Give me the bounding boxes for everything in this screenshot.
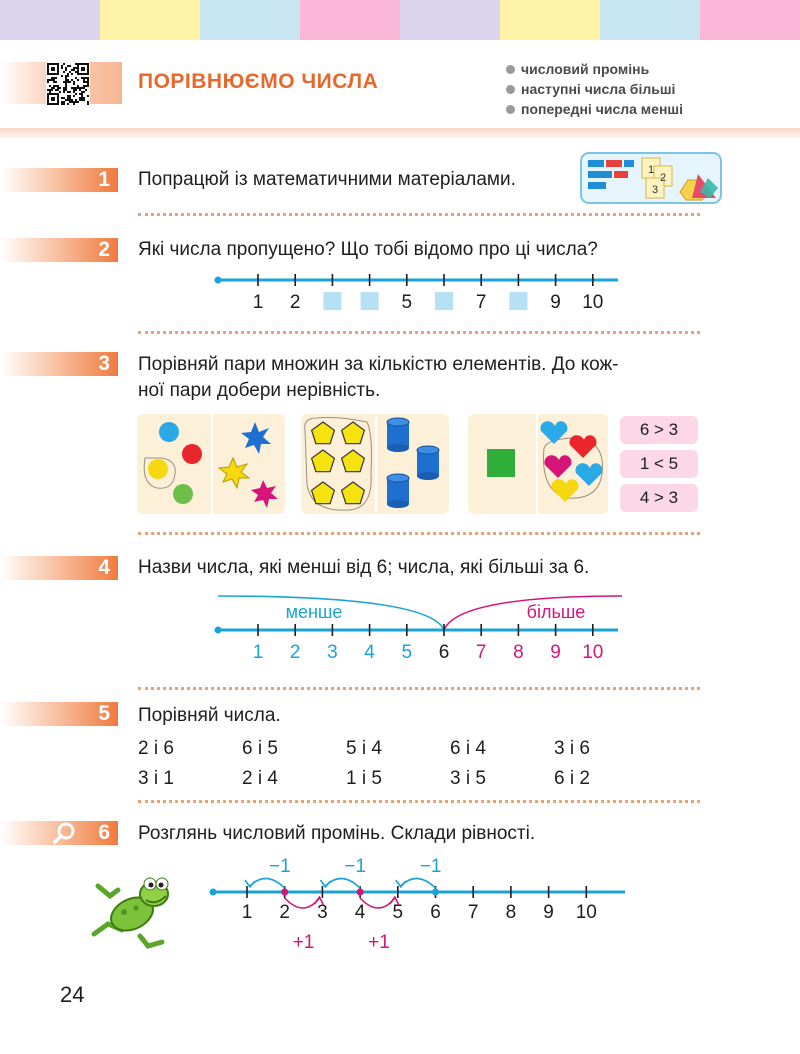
header-divider <box>0 128 800 138</box>
color-block <box>700 0 800 40</box>
minus-one-label: −1 <box>344 856 367 877</box>
color-block <box>200 0 300 40</box>
comparison-pair: 3 і 6 <box>554 738 590 759</box>
section-divider <box>138 532 700 535</box>
top-color-bar <box>0 0 800 40</box>
task-3-text-line-2: ної пари добери нерівність. <box>138 380 381 401</box>
task-number-1: 1 <box>0 168 118 192</box>
minus-one-label: −1 <box>269 856 291 877</box>
inequality-option-2[interactable]: 1 < 5 <box>620 450 698 478</box>
set-pair-3-shapes <box>468 414 608 514</box>
tick-label: 5 <box>392 902 404 923</box>
tick-label: 7 <box>475 292 487 313</box>
tick-label: 6 <box>438 642 450 663</box>
comparison-pair: 6 і 2 <box>554 768 590 789</box>
page-number: 24 <box>60 982 85 1007</box>
number-line-task-4 <box>210 590 630 670</box>
tick-label: 4 <box>354 902 366 923</box>
tick-label: 6 <box>430 902 441 923</box>
tick-label: 1 <box>252 292 264 313</box>
less-label: менше <box>285 602 343 622</box>
pentagon <box>312 450 335 472</box>
tick-label: 9 <box>550 292 561 313</box>
section-divider <box>138 800 700 803</box>
tick-label: 5 <box>401 642 413 663</box>
pentagon <box>342 422 365 444</box>
task-number-2: 2 <box>0 238 118 262</box>
set-pair-1-shapes <box>137 414 285 514</box>
material-card-3: 3 <box>651 184 659 196</box>
qr-code-icon[interactable] <box>46 62 90 106</box>
tick-label: 10 <box>582 642 604 663</box>
tick-label: 8 <box>505 902 517 923</box>
section-divider <box>138 687 700 690</box>
pentagon <box>312 422 335 444</box>
minus-one-label: −1 <box>419 856 442 877</box>
tick-label: 4 <box>364 642 375 663</box>
tick-label: 3 <box>317 902 328 923</box>
task-number-5: 5 <box>0 702 118 726</box>
tick-label: 7 <box>467 902 479 923</box>
tick-label: 2 <box>279 902 290 923</box>
magnifier-icon <box>52 820 78 846</box>
tick-label: 1 <box>241 902 253 923</box>
color-block <box>600 0 700 40</box>
frog-illustration <box>88 872 180 954</box>
bullet-icon <box>506 105 515 114</box>
color-block <box>300 0 400 40</box>
tick-label: 2 <box>289 642 301 663</box>
task-3-text-line-1: Порівняй пари множин за кількістю елементів. До кож- <box>138 354 619 375</box>
tick-label: 3 <box>327 642 338 663</box>
missing-number-box[interactable] <box>435 292 453 310</box>
task-1-text: Попрацюй із математичними матеріалами. <box>138 169 516 190</box>
tick-label: 8 <box>513 642 524 663</box>
comparison-grid <box>138 734 658 794</box>
plus-one-label: +1 <box>292 932 315 953</box>
bullet-icon <box>506 65 515 74</box>
task-2-text: Які числа пропущено? Що тобі відомо про ці числа? <box>138 239 598 260</box>
material-card-1: 1 <box>647 164 655 176</box>
task-number-4: 4 <box>0 556 118 580</box>
tick-label: 9 <box>550 642 561 663</box>
cylinder <box>417 446 439 480</box>
page-title: ПОРІВНЮЄМО ЧИСЛА <box>138 70 379 93</box>
key-point: попередні числа менші <box>506 99 683 119</box>
cylinder <box>387 474 409 508</box>
math-materials-icon[interactable] <box>580 152 722 204</box>
comparison-row <box>138 764 658 794</box>
pentagon <box>342 482 365 504</box>
comparison-pair: 5 і 4 <box>346 738 382 759</box>
key-points <box>506 59 683 119</box>
missing-number-box[interactable] <box>323 292 341 310</box>
task-4-text: Назви числа, які менші від 6; числа, які більші за 6. <box>138 557 590 578</box>
inequality-option-1[interactable]: 6 > 3 <box>620 416 698 444</box>
comparison-row <box>138 734 658 764</box>
comparison-pair: 6 і 4 <box>450 738 486 759</box>
pentagon <box>342 450 365 472</box>
color-block <box>500 0 600 40</box>
key-point: наступні числа більші <box>506 79 683 99</box>
cylinder <box>387 418 409 452</box>
section-divider <box>138 213 700 216</box>
material-card-2: 2 <box>659 172 667 184</box>
comparison-pair: 3 і 1 <box>138 768 174 789</box>
tick-label: 9 <box>543 902 554 923</box>
comparison-pair: 2 і 4 <box>242 768 278 789</box>
comparison-pair: 2 і 6 <box>138 738 174 759</box>
task-5-text: Порівняй числа. <box>138 705 281 726</box>
number-line-task-2 <box>210 270 630 320</box>
tick-label: 5 <box>401 292 413 313</box>
task-6-text: Розглянь числовий промінь. Склади рівності. <box>138 823 536 844</box>
comparison-pair: 1 і 5 <box>346 768 382 789</box>
tick-label: 7 <box>475 642 487 663</box>
color-block <box>100 0 200 40</box>
key-point: числовий промінь <box>506 59 683 79</box>
color-block <box>0 0 100 40</box>
section-divider <box>138 331 700 334</box>
missing-number-box[interactable] <box>361 292 379 310</box>
tick-label: 1 <box>252 642 264 663</box>
tick-label: 2 <box>289 292 301 313</box>
tick-label: 10 <box>575 902 597 923</box>
comparison-pair: 3 і 5 <box>450 768 486 789</box>
color-block <box>400 0 500 40</box>
missing-number-box[interactable] <box>509 292 527 310</box>
pentagon <box>312 482 335 504</box>
number-line-task-6 <box>205 850 635 960</box>
inequality-option-3[interactable]: 4 > 3 <box>620 484 698 512</box>
bullet-icon <box>506 85 515 94</box>
comparison-pair: 6 і 5 <box>242 738 278 759</box>
plus-one-label: +1 <box>368 932 390 953</box>
task-number-6: 6 <box>0 821 118 845</box>
tick-label: 10 <box>582 292 604 313</box>
set-pair-2-shapes <box>301 414 449 514</box>
task-number-3: 3 <box>0 352 118 376</box>
more-label: більше <box>526 602 586 622</box>
